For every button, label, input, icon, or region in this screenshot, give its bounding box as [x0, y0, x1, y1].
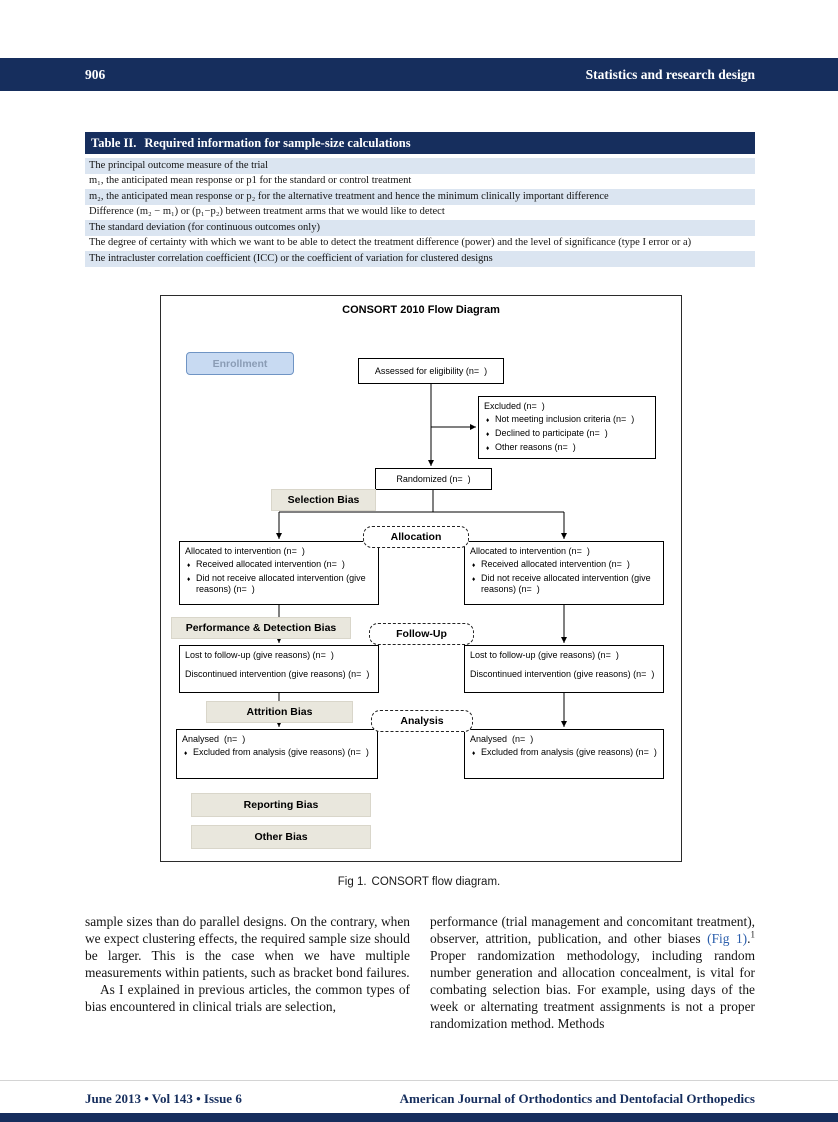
allocated-title: Allocated to intervention (n= )	[470, 546, 590, 556]
page-header	[0, 58, 838, 91]
table-row: m₁, the anticipated mean response or p1 for the standard or control treatment	[89, 175, 412, 186]
allocated-item	[185, 573, 373, 595]
table-row: The intracluster correlation coefficient (ICC) or the coefficient of variation for clustered designs	[85, 251, 755, 267]
allocated-item-text: Received allocated intervention (n= )	[196, 559, 345, 569]
other-bias-label: Other Bias	[191, 825, 371, 849]
reference-superscript[interactable]: 1	[750, 929, 755, 940]
analysed-item-text: Excluded from analysis (give reasons) (n= )	[481, 747, 657, 757]
analysed-title: Analysed (n= )	[182, 734, 246, 744]
excluded-item	[484, 428, 650, 440]
allocated-left-box	[179, 541, 379, 605]
table-row: The standard deviation (for continuous outcomes only)	[85, 220, 755, 236]
excluded-item-text: Not meeting inclusion criteria (n= )	[495, 414, 635, 424]
analysed-item	[470, 747, 658, 759]
figure-caption-label: Fig 1.	[337, 876, 367, 888]
figure-caption-text: CONSORT flow diagram.	[371, 876, 501, 888]
excluded-box	[478, 396, 656, 459]
footer-bar	[0, 1113, 838, 1122]
followup-right-box	[464, 645, 664, 693]
discontinued-text: Discontinued intervention (give reasons) (n= )	[470, 669, 655, 679]
table-row: Difference (m₂ − m₁) or (p₁−p₂) between treatment arms that we would like to detect	[89, 206, 445, 217]
figure-caption	[0, 876, 838, 888]
section-title: Statistics and research design	[585, 66, 755, 82]
analysis-header-box: Analysis	[371, 710, 473, 732]
issue-info: June 2013 • Vol 143 • Issue 6	[85, 1091, 242, 1106]
diamond-bullet-icon: ♦	[472, 576, 476, 583]
allocation-header-box: Allocation	[363, 526, 469, 548]
diamond-bullet-icon: ♦	[486, 417, 490, 424]
allocated-title: Allocated to intervention (n= )	[185, 546, 305, 556]
allocated-item-text: Received allocated intervention (n= )	[481, 559, 630, 569]
journal-name: American Journal of Orthodontics and Dentofacial Orthopedics	[399, 1091, 755, 1106]
figure-title: CONSORT 2010 Flow Diagram	[342, 304, 500, 316]
diamond-bullet-icon: ♦	[187, 576, 191, 583]
followup-left-box	[179, 645, 379, 693]
diamond-bullet-icon: ♦	[472, 562, 476, 569]
table-row: m₂, the anticipated mean response or p₂ for the alternative treatment and hence the minimum clinically important difference	[85, 189, 755, 205]
excluded-title: Excluded (n= )	[484, 401, 545, 411]
followup-header-box: Follow-Up	[369, 623, 474, 645]
page-footer	[85, 1091, 755, 1107]
allocated-item-text: Did not receive allocated intervention (give reasons) (n= )	[196, 573, 366, 594]
diamond-bullet-icon: ♦	[184, 750, 188, 757]
diamond-bullet-icon: ♦	[486, 445, 490, 452]
excluded-item	[484, 414, 650, 426]
discontinued-text: Discontinued intervention (give reasons) (n= )	[185, 669, 370, 679]
excluded-item-text: Declined to participate (n= )	[495, 428, 608, 438]
body-text: performance (trial management and concomitant treatment), observer, attrition, publication, and other biases	[430, 914, 755, 946]
allocated-item	[470, 559, 658, 571]
assessed-eligibility-box: Assessed for eligibility (n= )	[358, 358, 504, 384]
diamond-bullet-icon: ♦	[187, 562, 191, 569]
body-paragraph	[430, 913, 755, 1032]
reporting-bias-label: Reporting Bias	[191, 793, 371, 817]
consort-flow-diagram	[160, 295, 682, 862]
allocated-item	[185, 559, 373, 571]
selection-bias-label: Selection Bias	[271, 489, 376, 511]
table-ii	[85, 132, 755, 267]
excluded-item-text: Other reasons (n= )	[495, 442, 576, 452]
randomized-box: Randomized (n= )	[375, 468, 492, 490]
footer-divider	[0, 1080, 838, 1081]
body-right-column	[430, 913, 755, 1032]
page-number: 906	[85, 66, 106, 82]
table-header	[85, 132, 755, 154]
table-title: Required information for sample-size calculations	[144, 136, 411, 150]
analysed-item-text: Excluded from analysis (give reasons) (n= )	[193, 747, 369, 757]
analysed-right-box	[464, 729, 664, 779]
diamond-bullet-icon: ♦	[472, 750, 476, 757]
performance-detection-bias-label: Performance & Detection Bias	[171, 617, 351, 639]
diamond-bullet-icon: ♦	[486, 431, 490, 438]
body-left-column	[85, 913, 410, 1015]
body-paragraph: sample sizes than do parallel designs. On the contrary, when we expect clustering effects, the required sample size should be larger. This is the case when we have multiple measurements within patients, such as bracket bond failures.	[85, 914, 410, 980]
enrollment-box: Enrollment	[186, 352, 294, 375]
analysed-item	[182, 747, 372, 759]
allocated-item-text: Did not receive allocated intervention (give reasons) (n= )	[481, 573, 651, 594]
lost-to-followup-text: Lost to follow-up (give reasons) (n= )	[185, 650, 334, 660]
table-row: The principal outcome measure of the trial	[85, 158, 755, 174]
analysed-title: Analysed (n= )	[470, 734, 534, 744]
excluded-item	[484, 442, 650, 454]
body-text: Proper randomization methodology, including random number generation and allocation concealment, is vital for combating selection bias. For example, using days of the week or alternating treatment assignments is not a proper randomization method. Methods	[430, 948, 755, 1031]
table-body	[85, 158, 755, 267]
analysed-left-box	[176, 729, 378, 779]
table-row: The degree of certainty with which we want to be able to detect the treatment difference (power) and the level of significance (type I error or a)	[89, 237, 692, 248]
table-label: Table II.	[91, 136, 137, 150]
lost-to-followup-text: Lost to follow-up (give reasons) (n= )	[470, 650, 619, 660]
body-text: .	[747, 931, 751, 946]
fig1-link[interactable]: (Fig 1)	[707, 931, 748, 946]
allocated-item	[470, 573, 658, 595]
body-paragraph: As I explained in previous articles, the common types of bias encountered in clinical trials are selection,	[85, 982, 410, 1014]
allocated-right-box	[464, 541, 664, 605]
attrition-bias-label: Attrition Bias	[206, 701, 353, 723]
